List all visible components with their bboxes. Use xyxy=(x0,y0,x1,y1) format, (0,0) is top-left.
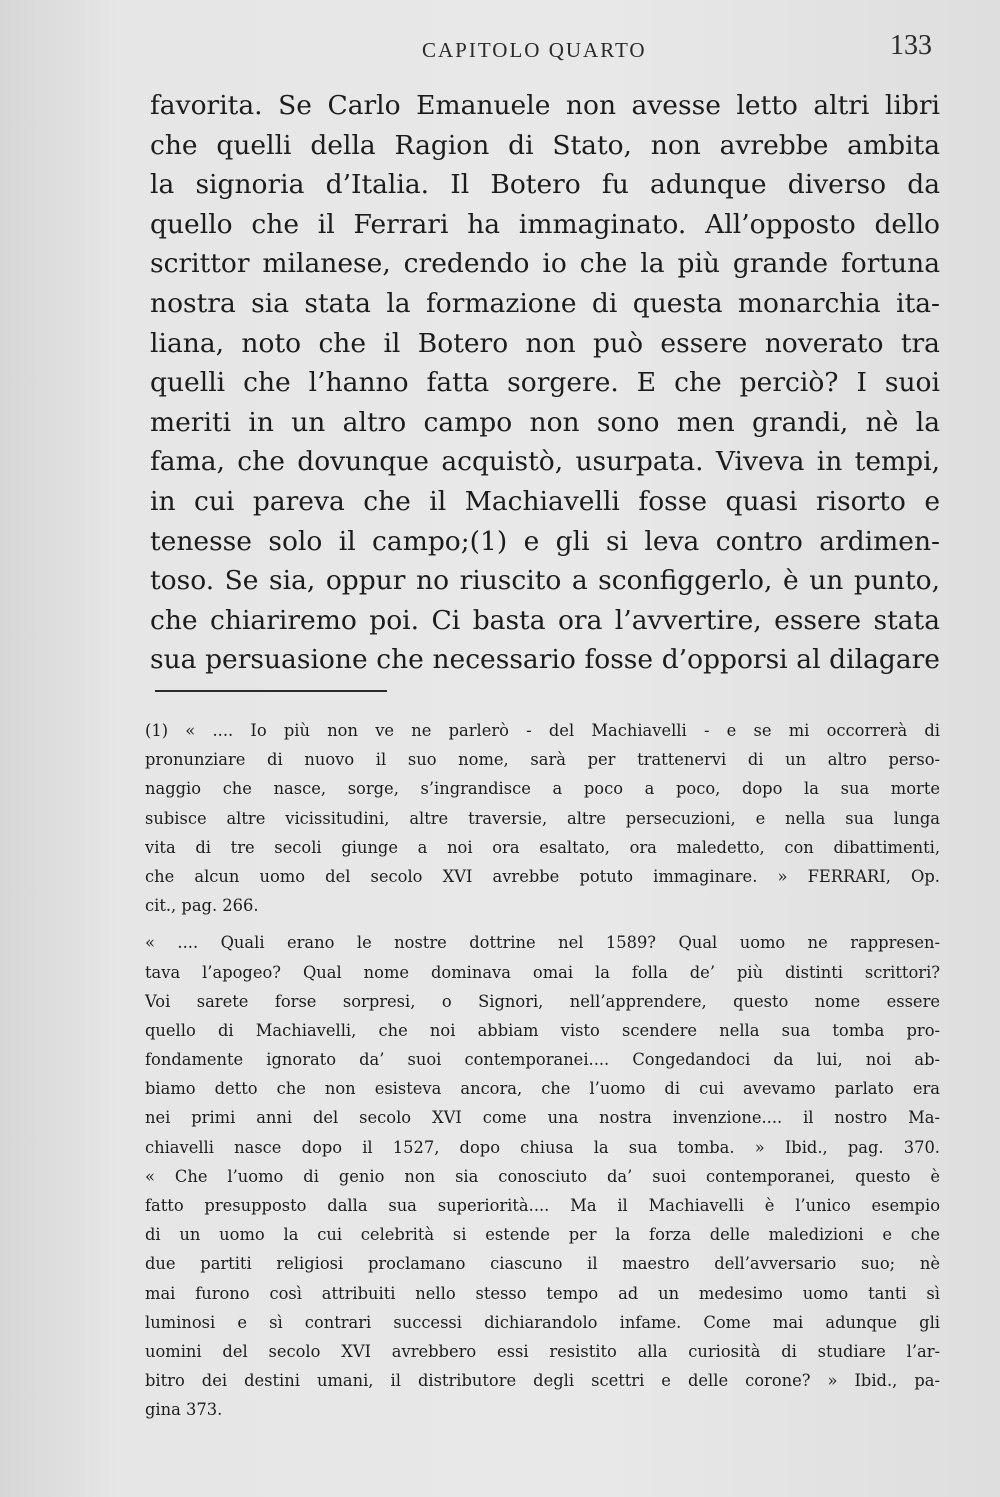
footnote-line: cit., pag. 266. xyxy=(145,896,259,916)
text-line: tenesse solo il campo;(1) e gli si leva contro ardimen- xyxy=(150,525,940,557)
footnote-line: « .... Quali erano le nostre dottrine nel 1589? Qual uomo ne rappresen- xyxy=(145,933,940,953)
page-number: 133 xyxy=(890,30,932,61)
text-line: toso. Se sia, oppur no riuscito a sconfiggerlo, è un punto, xyxy=(150,565,940,597)
footnote-line: chiavelli nasce dopo il 1527, dopo chiusa la sua tomba. » Ibid., pag. 370. xyxy=(145,1137,940,1157)
footnote-line: subisce altre vicissitudini, altre traversie, altre persecuzioni, e nella sua lunga xyxy=(145,808,940,828)
footnote-line: fondamente ignorato da’ suoi contemporanei.... Congedandoci da lui, noi ab- xyxy=(145,1050,940,1070)
footnote-line: biamo detto che non esisteva ancora, che l’uomo di cui avevamo parlato era xyxy=(145,1079,940,1099)
footnote-line: luminosi e sì contrari successi dichiarandolo infame. Come mai adunque gli xyxy=(145,1312,940,1332)
text-line: liana, noto che il Botero non può essere noverato tra xyxy=(150,327,940,359)
footnote-line: naggio che nasce, sorge, s’ingrandisce a poco a poco, dopo la sua morte xyxy=(145,779,940,799)
footnote-line: tava l’apogeo? Qual nome dominava omai la folla de’ più distinti scrittori? xyxy=(145,962,940,982)
text-line: meriti in un altro campo non sono men grandi, nè la xyxy=(150,406,940,438)
footnote-line: bitro dei destini umani, il distributore degli scettri e delle corone? » Ibid., pa- xyxy=(145,1371,940,1391)
footnote-line: che alcun uomo del secolo XVI avrebbe potuto immaginare. » FERRARI, Op. xyxy=(145,866,940,886)
footnote-line: pronunziare di nuovo il suo nome, sarà per trattenervi di un altro perso- xyxy=(145,750,940,770)
text-line: in cui pareva che il Machiavelli fosse quasi risorto e xyxy=(150,485,940,517)
text-line: che chiariremo poi. Ci basta ora l’avvertire, essere stata xyxy=(150,604,940,636)
text-line: quelli che l’hanno fatta sorgere. E che perciò? I suoi xyxy=(150,367,940,399)
footnote-line: fatto presupposto dalla sua superiorità.... Ma il Machiavelli è l’unico esempio xyxy=(145,1196,940,1215)
text-line: fama, che dovunque acquistò, usurpata. Viveva in tempi, xyxy=(150,446,940,478)
footnote-line: quello di Machiavelli, che noi abbiam visto scendere nella sua tomba pro- xyxy=(145,1020,940,1040)
page-header xyxy=(150,28,940,68)
footnote-line: vita di tre secoli giunge a noi ora esaltato, ora maledetto, con dibattimenti, xyxy=(145,837,940,857)
footnote-divider xyxy=(155,690,387,692)
text-line: favorita. Se Carlo Emanuele non avesse letto altri libri xyxy=(150,90,940,121)
footnote-line: Voi sarete forse sorpresi, o Signori, nell’apprendere, questo nome essere xyxy=(145,991,940,1011)
footnote-line: uomini del secolo XVI avrebbero essi resistito alla curiosità di studiare l’ar- xyxy=(145,1341,940,1361)
footnote-line: gina 373. xyxy=(145,1400,223,1420)
footnote-line: « Che l’uomo di genio non sia conosciuto da’ suoi contemporanei, questo è xyxy=(145,1166,940,1186)
running-head: CAPITOLO QUARTO xyxy=(422,38,647,62)
text-line: sua persuasione che necessario fosse d’opporsi al dilagare xyxy=(150,644,940,676)
footnote-1 xyxy=(145,716,940,920)
text-line: nostra sia stata la formazione di questa monarchia ita- xyxy=(150,287,940,319)
text-line: scrittor milanese, credendo io che la più grande fortuna xyxy=(150,248,940,280)
footnote-line: di un uomo la cui celebrità si estende per la forza delle maledizioni e che xyxy=(145,1225,940,1245)
footnote-line: nei primi anni del secolo XVI come una nostra invenzione.... il nostro Ma- xyxy=(145,1108,940,1128)
text-line: quello che il Ferrari ha immaginato. All’opposto dello xyxy=(150,208,940,240)
footnote-line: (1) « .... Io più non ve ne parlerò - del Machiavelli - e se mi occorrerà di xyxy=(145,721,940,740)
text-line: che quelli della Ragion di Stato, non avrebbe ambita xyxy=(150,129,940,161)
footnote-spacer xyxy=(145,920,940,928)
footnotes xyxy=(145,716,940,1425)
main-text xyxy=(150,86,940,680)
footnote-line: due partiti religiosi proclamano ciascuno il maestro dell’avversario suo; nè xyxy=(145,1254,940,1274)
text-line: la signoria d’Italia. Il Botero fu adunque diverso da xyxy=(150,169,940,201)
footnote-continuation xyxy=(145,928,940,1424)
footnote-line: mai furono così attribuiti nello stesso tempo ad un medesimo uomo tanti sì xyxy=(145,1283,940,1303)
